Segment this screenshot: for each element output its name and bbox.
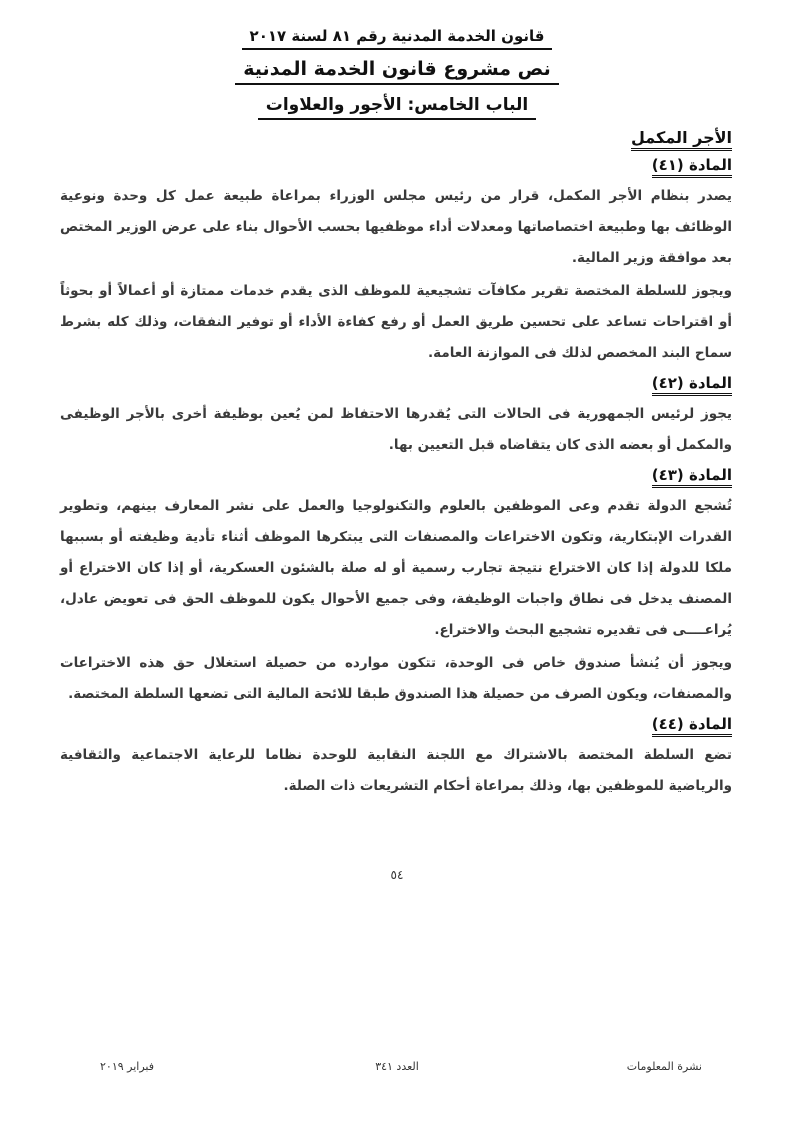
law-title-text: قانون الخدمة المدنية رقم ٨١ لسنة ٢٠١٧ bbox=[242, 27, 553, 50]
article-paragraph: يصدر بنظام الأجر المكمل، قرار من رئيس مجلس الوزراء بمراعاة طبيعة عمل كل وحدة ونوعية الوظائف بها وطبيعة اختصاصاتها ومعدلات أداء موظفيها بحسب الأحوال بناء على عرض الوزير المختص بعد موافقة وزير المالية. bbox=[60, 188, 732, 266]
section-heading-text: الأجر المكمل bbox=[631, 128, 732, 151]
section-heading bbox=[60, 128, 732, 151]
footer-issue: العدد ٣٤١ bbox=[375, 1060, 419, 1073]
article-43 bbox=[60, 465, 732, 710]
article-number: المادة (٤٣) bbox=[652, 466, 732, 488]
article-paragraph: تضع السلطة المختصة بالاشتراك مع اللجنة النقابية للوحدة نظاما للرعاية الاجتماعية والثقافية والرياضية للموظفين بها، وذلك بمراعاة أحكام التشريعات ذات الصلة. bbox=[60, 747, 732, 794]
article-41 bbox=[60, 155, 732, 369]
article-44 bbox=[60, 714, 732, 802]
article-heading bbox=[60, 465, 732, 489]
footer-date: فبراير ٢٠١٩ bbox=[100, 1060, 154, 1073]
article-heading bbox=[60, 155, 732, 179]
article-heading bbox=[60, 373, 732, 397]
law-title bbox=[0, 26, 794, 50]
page-number: ٥٤ bbox=[390, 868, 404, 882]
page-footer bbox=[0, 1060, 794, 1080]
article-paragraph: تُشجع الدولة تقدم وعى الموظفين بالعلوم والتكنولوجيا والعمل على نشر المعارف بينهم، وتطوير القدرات الإبتكارية، وتكون الاختراعات والمصنفات التى يبتكرها الموظف أثناء تأدية وظيفته أو بسببها ملكا للدولة إذا كان الاختراع نتيجة تجارب رسمية أو له صلة بالشئون العسكرية، أو إذا كان الاختراع أو المصنف يدخل فى نطاق واجبات الوظيفة، وفى جميع الأحوال يكون للموظف الحق فى تعويض عادل، يُراعــــى فى تقديره تشجيع البحث والاختراع. bbox=[60, 498, 732, 638]
article-heading bbox=[60, 714, 732, 738]
chapter-title bbox=[0, 95, 794, 120]
article-paragraph: ويجوز للسلطة المختصة تقرير مكافآت تشجيعية للموظف الذى يقدم خدمات ممتازة أو أعمالاً أو بحوثاً أو اقتراحات تساعد على تحسين طريق العمل أو رفع كفاءة الأداء أو توفير النفقات، وذلك كله بشرط سماح البند المخصص لذلك فى الموازنة العامة. bbox=[60, 283, 732, 361]
document-body bbox=[60, 126, 732, 804]
article-paragraph: ويجوز أن يُنشأ صندوق خاص فى الوحدة، تتكون موارده من حصيلة استغلال حق هذه الاختراعات والمصنفات، ويكون الصرف من حصيلة هذا الصندوق طبقا للائحة المالية التى تضعها السلطة المختصة. bbox=[60, 655, 732, 702]
article-number: المادة (٤١) bbox=[652, 156, 732, 178]
article-number: المادة (٤٤) bbox=[652, 715, 732, 737]
article-42 bbox=[60, 373, 732, 461]
article-number: المادة (٤٢) bbox=[652, 374, 732, 396]
draft-title bbox=[0, 58, 794, 85]
chapter-title-text: الباب الخامس: الأجور والعلاوات bbox=[258, 95, 537, 120]
article-paragraph: يجوز لرئيس الجمهورية فى الحالات التى يُقدرها الاحتفاظ لمن يُعين بوظيفة أخرى بالأجر الوظيفى والمكمل أو بعضه الذى كان يتقاضاه قبل التعيين بها. bbox=[60, 406, 732, 453]
draft-title-text: نص مشروع قانون الخدمة المدنية bbox=[235, 58, 558, 85]
footer-publication: نشرة المعلومات bbox=[626, 1060, 702, 1073]
